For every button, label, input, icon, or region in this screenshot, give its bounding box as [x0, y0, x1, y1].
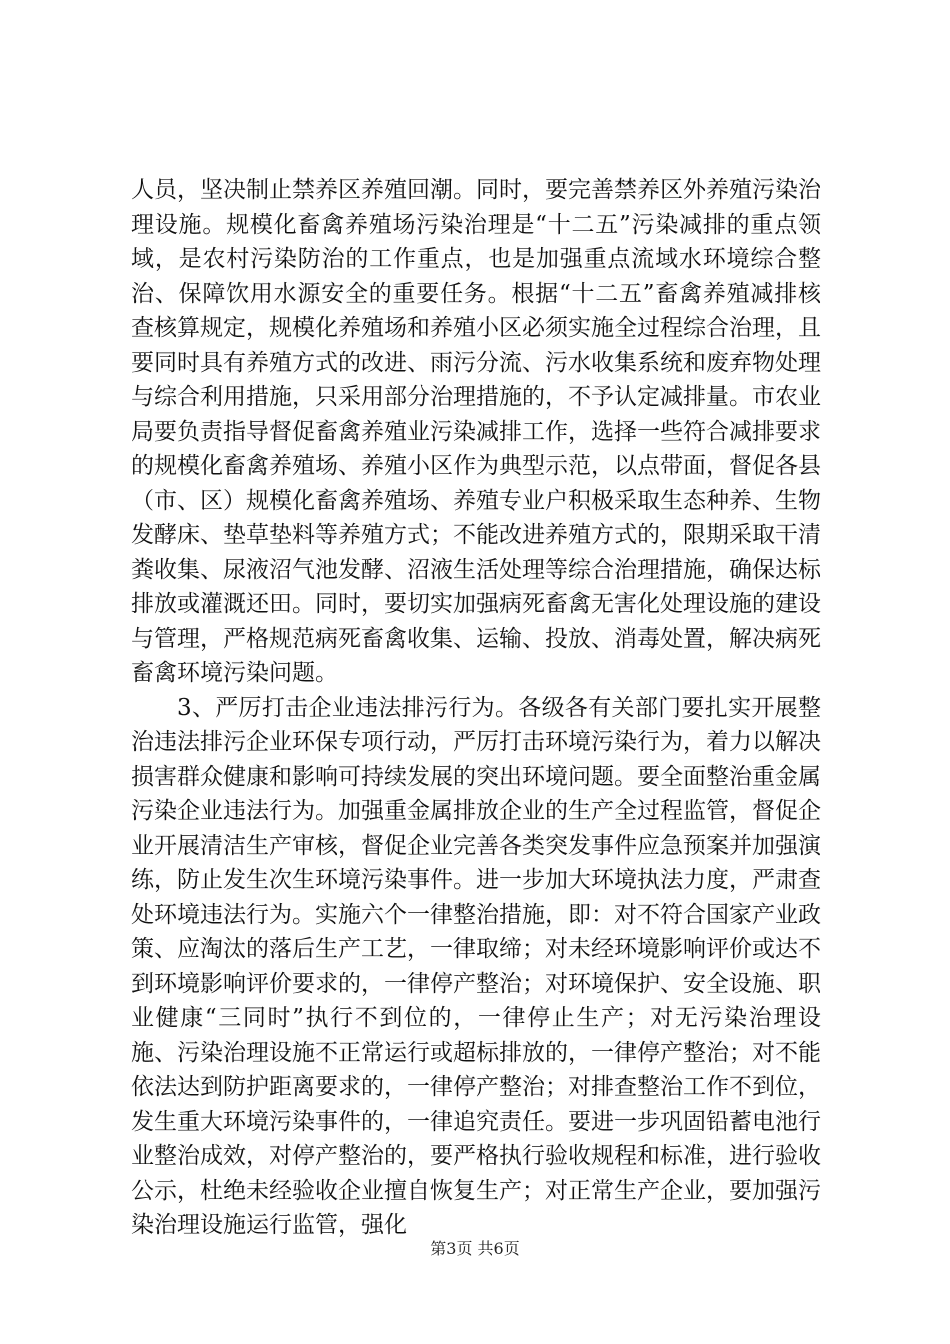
paragraph-livestock-pollution: 人员，坚决制止禁养区养殖回潮。同时，要完善禁养区外养殖污染治理设施。规模化畜禽养殖场污染治理是“十二五”污染减排的重点领域，是农村污染防治的工作重点，也是加强重点流域水环境综合整治、保障饮用水源安全的重要任务。根据“十二五”畜禽养殖减排核查核算规定，规模化养殖场和养殖小区必须实施全过程综合治理，且要同时具有养殖方式的改进、雨污分流、污水收集系统和废弃物处理与综合利用措施，只采用部分治理措施的，不予认定减排量。市农业局要负责指导督促畜禽养殖业污染减排工作，选择一些符合减排要求的规模化畜禽养殖场、养殖小区作为典型示范，以点带面，督促各县（市、区）规模化畜禽养殖场、养殖专业户积极采取生态种养、生物发酵床、垫草垫料等养殖方式；不能改进养殖方式的，限期采取干清粪收集、尿液沼气池发酵、沼液生活处理等综合治理措施，确保达标排放或灌溉还田。同时，要切实加强病死畜禽无害化处理设施的建设与管理，严格规范病死畜禽收集、运输、投放、消毒处置，解决病死畜禽环境污染问题。: [131, 177, 821, 686]
page-number-footer: 第3页 共6页: [430, 1239, 520, 1258]
paragraph-illegal-discharge: 3、严厉打击企业违法排污行为。各级各有关部门要扎实开展整治违法排污企业环保专项行动，严厉打击环境污染行为，着力以解决损害群众健康和影响可持续发展的突出环境问题。要全面整治重金属污染企业违法行为。加强重金属排放企业的生产全过程监管，督促企业开展清洁生产审核，督促企业完善各类突发事件应急预案并加强演练，防止发生次生环境污染事件。进一步加大环境执法力度，严肃查处环境违法行为。实施六个一律整治措施，即：对不符合国家产业政策、应淘汰的落后生产工艺，一律取缔；对未经环境影响评价或达不到环境影响评价要求的，一律停产整治；对环境保护、安全设施、职业健康“三同时”执行不到位的，一律停止生产；对无污染治理设施、污染治理设施不正常运行或超标排放的，一律停产整治；对不能依法达到防护距离要求的，一律停产整治；对排查整治工作不到位，发生重大环境污染事件的，一律追究责任。要进一步巩固铅蓄电池行业整治成效，对停产整治的，要严格执行验收规程和标准，进行验收公示，杜绝未经验收企业擅自恢复生产；对正常生产企业，要加强污染治理设施运行监管，强化: [131, 694, 821, 1238]
body-text: [131, 173, 821, 1243]
